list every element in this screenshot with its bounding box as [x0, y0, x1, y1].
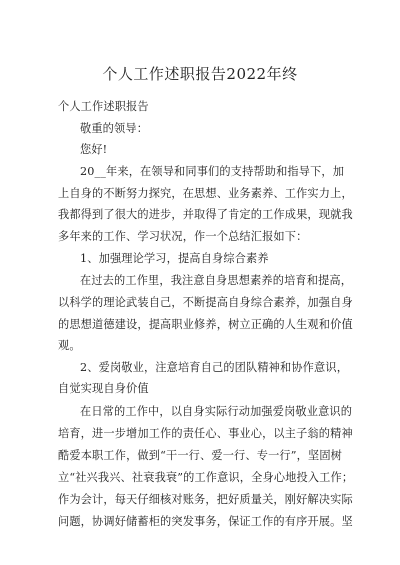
greeting-line: 敬重的领导：: [80, 122, 149, 135]
intro-line-3: 我都得到了很大的进步，并取得了肯定的工作成果，现就我: [58, 208, 353, 221]
paragraph-1-line-3: 的思想道德建设，提高职业修养，树立正确的人生观和价值: [58, 318, 353, 331]
section-heading-1: 1、加强理论学习，提高自身综合素养: [80, 252, 269, 265]
intro-line-1: 20__年来，在领导和同事们的支持帮助和指导下，加: [80, 165, 345, 178]
hello-line: 您好!: [80, 143, 108, 156]
paragraph-1-line-4: 观。: [58, 339, 81, 352]
paragraph-2-line-3: 酷爱本职工作，做到“干一行、爱一行、专一行”，坚固树: [58, 449, 342, 462]
document-title: 个人工作述职报告2022年终: [102, 65, 298, 83]
section-heading-2-line-1: 2、爱岗敬业，注意培育自己的团队精神和协作意识，: [80, 361, 349, 374]
paragraph-2-line-6: 问题，协调好储蓄柜的突发事务，保证工作的有序开展。坚: [58, 515, 353, 528]
intro-line-2: 上自身的不断努力探究，在思想、业务素养、工作实力上，: [58, 187, 353, 200]
paragraph-1-line-2: 以科学的理论武装自己，不断提高自身综合素养，加强自身: [58, 296, 353, 309]
paragraph-2-line-5: 作为会计，每天仔细核对账务，把好质量关，刚好解决实际: [58, 493, 353, 506]
paragraph-2-line-4: 立“社兴我兴、社衰我衰”的工作意识，全身心地投入工作；: [58, 471, 354, 484]
document-subtitle: 个人工作述职报告: [58, 100, 149, 113]
intro-line-4: 多年来的工作、学习状况，作一个总结汇报如下：: [58, 230, 308, 243]
paragraph-2-line-1: 在日常的工作中，以自身实际行动加强爱岗敬业意识的: [80, 405, 353, 418]
paragraph-1-line-1: 在过去的工作里，我注意自身思想素养的培育和提高，: [80, 274, 353, 287]
paragraph-2-line-2: 培育，进一步增加工作的责任心、事业心，以主子翁的精神: [58, 427, 353, 440]
section-heading-2-line-2: 自觉实现自身价值: [58, 382, 149, 395]
